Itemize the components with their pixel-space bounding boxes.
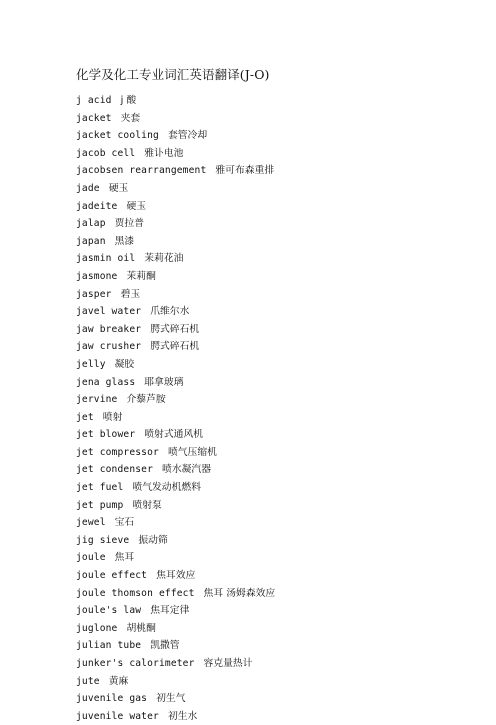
glossary-entry	[76, 145, 275, 163]
entry-translation: j 酸	[120, 95, 137, 106]
entry-term: jet	[76, 411, 94, 423]
entry-translation: 喷气发动机燃料	[132, 482, 201, 494]
entry-term: jig sieve	[76, 534, 130, 546]
entry-term: jaw crusher	[76, 341, 142, 353]
entry-translation: 夹套	[120, 112, 141, 124]
glossary-list	[76, 92, 275, 725]
entry-translation: 黑漆	[114, 235, 135, 247]
entry-term: jacket	[76, 112, 112, 124]
entry-term: jute	[76, 675, 100, 687]
entry-translation: 硬玉	[126, 200, 147, 212]
entry-translation: 喷射式通风机	[144, 429, 204, 441]
entry-translation: 焦耳	[114, 552, 135, 564]
glossary-entry	[76, 444, 275, 462]
entry-term: joule's law	[76, 605, 142, 617]
glossary-entry	[76, 127, 275, 145]
glossary-entry	[76, 637, 275, 655]
entry-term: joule effect	[76, 570, 148, 582]
glossary-entry	[76, 374, 275, 392]
entry-term: jervine	[76, 394, 118, 406]
entry-translation: 腭式碎石机	[150, 323, 200, 335]
entry-term: japan	[76, 235, 106, 247]
glossary-entry	[76, 673, 275, 691]
glossary-entry	[76, 268, 275, 286]
glossary-entry	[76, 233, 275, 251]
entry-translation: 介藜芦胺	[126, 394, 166, 406]
entry-translation: 贾拉普	[114, 218, 145, 230]
glossary-entry	[76, 110, 275, 128]
entry-translation: 茉莉酮	[126, 270, 156, 282]
entry-translation: 喷水凝汽器	[162, 464, 212, 476]
entry-translation: 喷射	[102, 411, 123, 423]
entry-term: jacobsen rearrangement	[76, 165, 207, 177]
entry-term: juvenile water	[76, 710, 159, 722]
glossary-entry	[76, 585, 275, 603]
entry-translation: 雅讣电池	[144, 147, 184, 159]
entry-translation: 雅可布森重排	[215, 165, 275, 177]
entry-translation: 喷射泵	[132, 499, 162, 511]
glossary-entry	[76, 514, 275, 532]
entry-term: jelly	[76, 358, 106, 370]
glossary-entry	[76, 180, 275, 198]
entry-translation: 焦耳 汤姆森效应	[203, 587, 276, 599]
glossary-entry	[76, 549, 275, 567]
entry-term: joule	[76, 552, 106, 564]
glossary-entry	[76, 655, 275, 673]
glossary-entry	[76, 338, 275, 356]
glossary-entry	[76, 198, 275, 216]
entry-term: jet blower	[76, 429, 136, 441]
glossary-entry	[76, 602, 275, 620]
entry-translation: 耶拿玻璃	[144, 376, 184, 388]
entry-translation: 胡桃酮	[126, 622, 156, 634]
glossary-entry	[76, 162, 275, 180]
glossary-entry	[76, 391, 275, 409]
entry-translation: 初生水	[167, 710, 198, 722]
glossary-entry	[76, 250, 275, 268]
entry-translation: 黄麻	[108, 675, 129, 687]
glossary-entry	[76, 461, 275, 479]
entry-translation: 焦耳效应	[156, 570, 196, 582]
entry-term: jena glass	[76, 376, 136, 388]
document-title: 化学及化工专业词汇英语翻译(J-O)	[76, 67, 270, 82]
glossary-entry	[76, 690, 275, 708]
entry-translation: 凝胶	[114, 358, 135, 370]
entry-term: jet condenser	[76, 464, 154, 476]
entry-translation: 容克量热计	[203, 658, 253, 669]
glossary-entry	[76, 497, 275, 515]
entry-translation: 焦耳定律	[150, 605, 190, 617]
glossary-entry	[76, 356, 275, 374]
entry-term: jasmone	[76, 270, 118, 282]
entry-translation: 凯撒管	[150, 640, 180, 652]
glossary-entry	[76, 479, 275, 497]
glossary-entry	[76, 532, 275, 550]
entry-term: jet compressor	[76, 446, 159, 458]
glossary-entry	[76, 708, 275, 725]
entry-term: jet pump	[76, 499, 124, 511]
entry-term: jadeite	[76, 200, 118, 212]
entry-translation: 套管冷却	[167, 130, 208, 142]
entry-term: jacob cell	[76, 147, 136, 159]
entry-term: j acid	[76, 95, 112, 106]
glossary-entry	[76, 215, 275, 233]
entry-term: junker's calorimeter	[76, 658, 195, 669]
entry-term: jasmin oil	[76, 253, 136, 265]
entry-term: jade	[76, 182, 100, 194]
entry-term: jasper	[76, 288, 112, 300]
entry-term: juglone	[76, 622, 118, 634]
glossary-entry	[76, 286, 275, 304]
glossary-entry	[76, 321, 275, 339]
entry-term: jewel	[76, 517, 106, 529]
glossary-entry	[76, 409, 275, 427]
entry-translation: 初生气	[156, 693, 186, 705]
glossary-entry	[76, 92, 275, 110]
entry-term: jet fuel	[76, 482, 124, 494]
entry-translation: 硬玉	[108, 182, 129, 194]
entry-translation: 喷气压缩机	[167, 446, 217, 458]
entry-translation: 振动筛	[138, 534, 168, 546]
entry-translation: 腭式碎石机	[150, 341, 200, 353]
entry-translation: 宝石	[114, 517, 135, 529]
glossary-entry	[76, 620, 275, 638]
entry-term: javel water	[76, 306, 142, 318]
glossary-entry	[76, 303, 275, 321]
glossary-entry	[76, 426, 275, 444]
entry-translation: 碧玉	[120, 288, 141, 300]
entry-translation: 爪维尔水	[150, 306, 190, 318]
entry-term: jalap	[76, 218, 106, 230]
glossary-entry	[76, 567, 275, 585]
entry-term: joule thomson effect	[76, 587, 195, 599]
entry-translation: 茉莉花油	[144, 253, 184, 265]
entry-term: julian tube	[76, 640, 142, 652]
entry-term: jaw breaker	[76, 323, 142, 335]
entry-term: juvenile gas	[76, 693, 148, 705]
entry-term: jacket cooling	[76, 130, 159, 142]
